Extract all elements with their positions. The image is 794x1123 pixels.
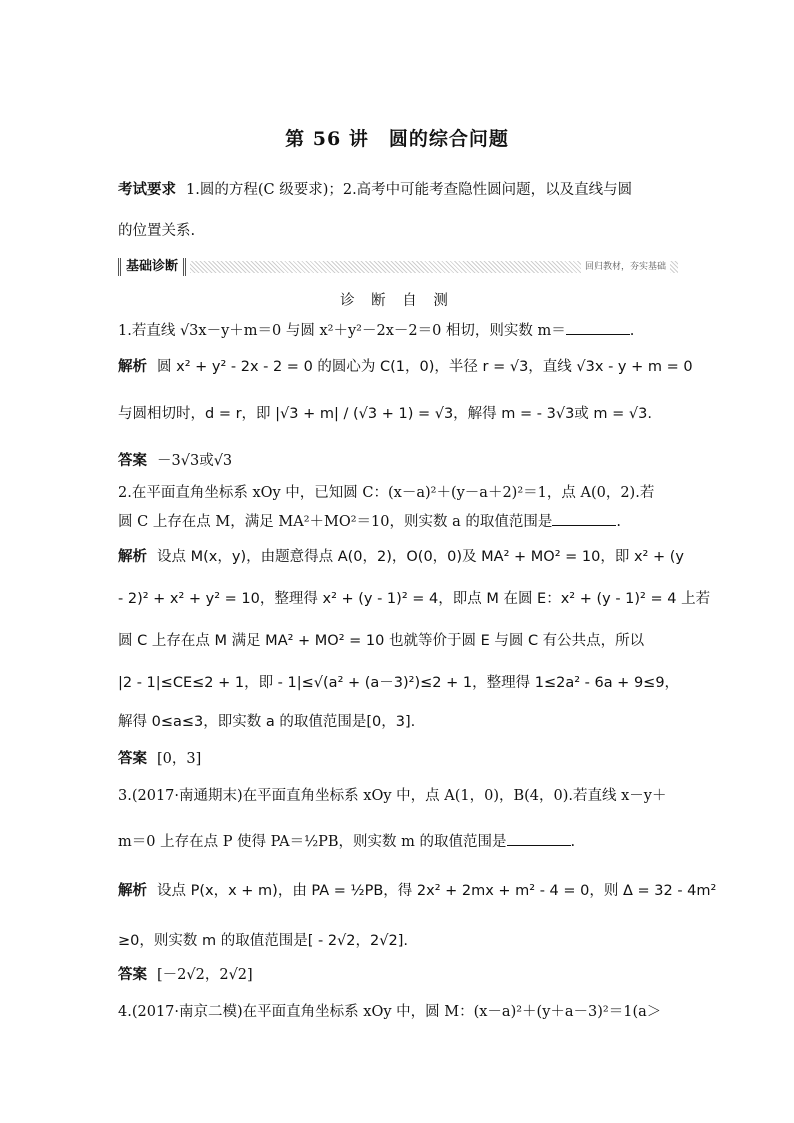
banner-stripe [190,261,678,273]
problem-2-analysis-line4: |2 - 1|≤CE≤2 + 1，即 - 1|≤√(a² + (a－3)²)≤2 + 1，整理得 1≤2a² - 6a + 9≤9， [118,675,680,691]
exam-requirement-line1: 考试要求 1.圆的方程(C 级要求)；2.高考中可能考查隐性圆问题，以及直线与圆 [118,181,633,198]
problem-1-analysis-line2: 与圆相切时，d = r，即 |√3 + m| / (√3 + 1) = √3，解得 m = - 3√3或 m = √3. [118,406,652,422]
problem-2-analysis-line5: 解得 0≤a≤3，即实数 a 的取值范围是[0，3]. [118,714,416,730]
problem-2-analysis-line1: 解析 设点 M(x，y)，由题意得点 A(0，2)，O(0，0)及 MA² + MO² = 10，即 x² + (y [118,548,684,565]
banner-subtitle: 回归教材，夯实基础 [581,261,670,273]
problem-4-question-line1: 4.(2017·南京二模)在平面直角坐标系 xOy 中，圆 M：(x－a)²＋(y＋a－3)²＝1(a＞ [118,1004,662,1020]
problem-3-analysis-line2: ≥0，则实数 m 的取值范围是[ - 2√2，2√2]. [118,933,408,949]
problem-3-answer: 答案 [－2√2，2√2] [118,966,253,983]
banner-title: 基础诊断 [118,258,186,276]
problem-1-answer: 答案 －3√3或√3 [118,452,233,469]
page-title: 第 56 讲 圆的综合问题 [285,128,509,150]
answer-blank [552,513,616,526]
answer-blank [507,833,571,846]
section-banner [118,258,678,276]
section-subhead: 诊 断 自 测 [340,293,454,309]
problem-1-analysis-line1: 解析 圆 x² + y² - 2x - 2 = 0 的圆心为 C(1，0)，半径 r = √3，直线 √3x - y + m = 0 [118,358,693,375]
problem-3-question-line2: m＝0 上存在点 P 使得 PA＝½PB，则实数 m 的取值范围是 . [118,834,576,850]
problem-1-question: 1.若直线 √3x－y＋m＝0 与圆 x²＋y²－2x－2＝0 相切，则实数 m＝ . [118,323,635,339]
problem-2-question-line1: 2.在平面直角坐标系 xOy 中，已知圆 C：(x－a)²＋(y－a＋2)²＝1，点 A(0，2).若 [118,485,655,501]
problem-3-analysis-line1: 解析 设点 P(x，x + m)，由 PA = ½PB，得 2x² + 2mx + m² - 4 = 0，则 Δ = 32 - 4m² [118,882,717,899]
requirement-label: 考试要求 [118,181,176,198]
problem-2-question-line2: 圆 C 上存在点 M，满足 MA²＋MO²＝10，则实数 a 的取值范围是 . [118,514,621,530]
problem-2-analysis-line3: 圆 C 上存在点 M 满足 MA² + MO² = 10 也就等价于圆 E 与圆 C 有公共点，所以 [118,633,645,649]
problem-2-analysis-line2: - 2)² + x² + y² = 10，整理得 x² + (y - 1)² = 4，即点 M 在圆 E：x² + (y - 1)² = 4 上若 [118,591,711,607]
answer-blank [566,322,630,335]
problem-3-question-line1: 3.(2017·南通期末)在平面直角坐标系 xOy 中，点 A(1，0)，B(4，0).若直线 x－y＋ [118,788,667,804]
problem-2-answer: 答案 [0，3] [118,750,202,767]
exam-requirement-line2: 的位置关系. [118,223,196,239]
